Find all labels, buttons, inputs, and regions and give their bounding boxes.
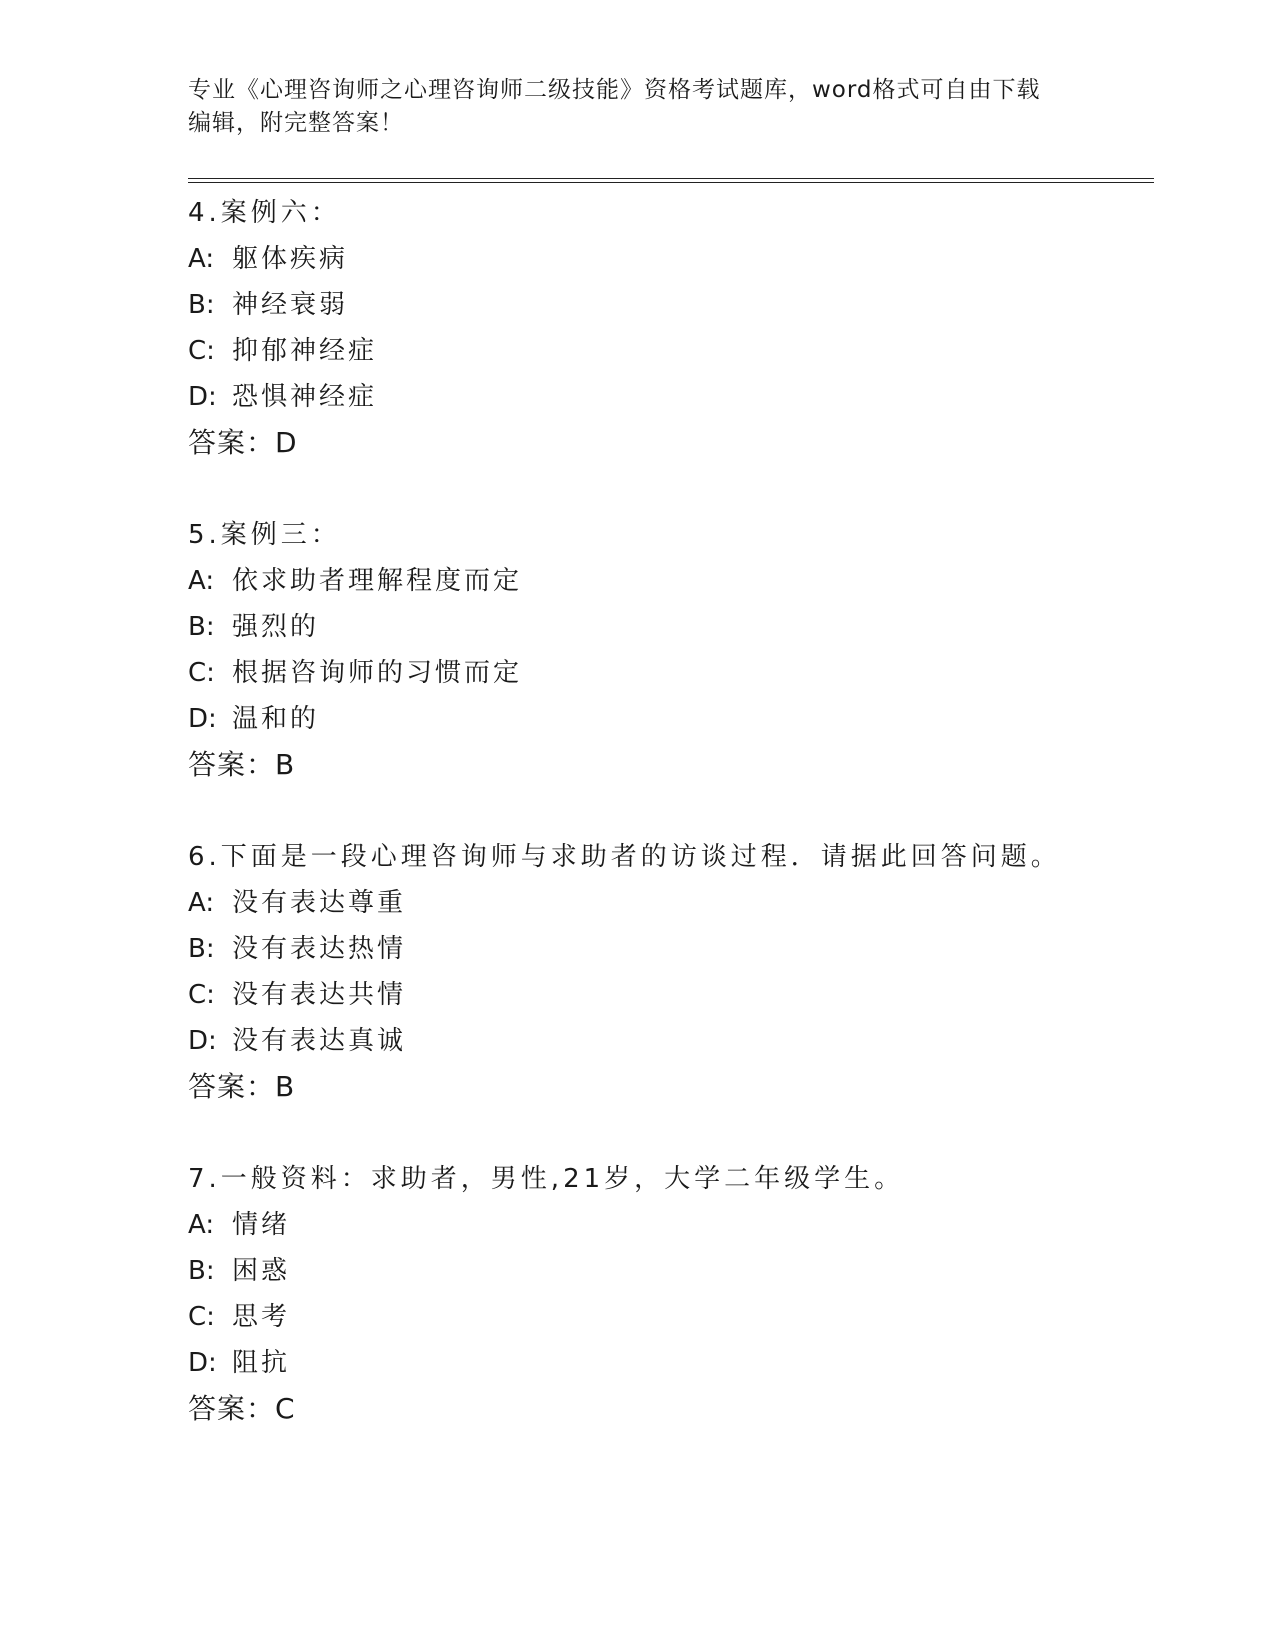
option-b — [188, 1248, 1148, 1294]
question-item — [188, 190, 1148, 466]
option-key: D: — [188, 1348, 217, 1378]
option-key: B: — [188, 1256, 215, 1286]
option-key: A: — [188, 888, 215, 918]
option-text: 躯体疾病 — [232, 244, 349, 274]
option-key: B: — [188, 612, 215, 642]
option-text: 思考 — [232, 1302, 291, 1332]
option-text: 根据咨询师的习惯而定 — [232, 658, 523, 688]
option-key: D: — [188, 1026, 217, 1056]
option-text: 神经衰弱 — [232, 290, 349, 320]
option-a — [188, 1202, 1148, 1248]
option-d — [188, 1340, 1148, 1386]
option-text: 没有表达真诚 — [232, 1026, 407, 1056]
header-line-2: 编辑，附完整答案！ — [188, 110, 404, 136]
option-key: C: — [188, 980, 215, 1010]
answer-line: 答案：B — [188, 1070, 296, 1103]
option-text: 没有表达尊重 — [232, 888, 407, 918]
option-c — [188, 328, 1148, 374]
option-text: 温和的 — [232, 704, 320, 734]
question-stem: 7.一般资料：求助者，男性,21岁，大学二年级学生。 — [188, 1164, 905, 1194]
option-a — [188, 236, 1148, 282]
option-key: C: — [188, 658, 215, 688]
question-stem: 4.案例六： — [188, 198, 341, 228]
question-item — [188, 1156, 1148, 1432]
question-stem: 6.下面是一段心理咨询师与求助者的访谈过程．请据此回答问题。 — [188, 842, 1061, 872]
option-b — [188, 282, 1148, 328]
option-c — [188, 972, 1148, 1018]
answer-line: 答案：B — [188, 748, 296, 781]
option-key: B: — [188, 934, 215, 964]
option-key: D: — [188, 382, 217, 412]
option-key: C: — [188, 336, 215, 366]
option-text: 情绪 — [232, 1210, 291, 1240]
option-text: 没有表达热情 — [232, 934, 407, 964]
question-item — [188, 512, 1148, 788]
option-c — [188, 1294, 1148, 1340]
option-c — [188, 650, 1148, 696]
option-d — [188, 696, 1148, 742]
option-text: 抑郁神经症 — [232, 336, 378, 366]
question-list — [188, 190, 1148, 1478]
option-text: 阻抗 — [232, 1348, 291, 1378]
option-text: 困惑 — [232, 1256, 291, 1286]
question-item — [188, 834, 1148, 1110]
option-text: 没有表达共情 — [232, 980, 407, 1010]
option-key: D: — [188, 704, 217, 734]
option-a — [188, 880, 1148, 926]
answer-line: 答案：D — [188, 426, 298, 459]
option-d — [188, 1018, 1148, 1064]
document-header — [188, 74, 1088, 140]
option-key: A: — [188, 566, 215, 596]
option-key: C: — [188, 1302, 215, 1332]
option-b — [188, 604, 1148, 650]
answer-line: 答案：C — [188, 1392, 296, 1425]
question-stem: 5.案例三： — [188, 520, 341, 550]
header-line-1: 专业《心理咨询师之心理咨询师二级技能》资格考试题库，word格式可自由下载 — [188, 77, 1041, 103]
option-text: 恐惧神经症 — [232, 382, 378, 412]
option-a — [188, 558, 1148, 604]
option-key: B: — [188, 290, 215, 320]
option-key: A: — [188, 1210, 215, 1240]
option-text: 强烈的 — [232, 612, 320, 642]
option-key: A: — [188, 244, 215, 274]
header-divider — [188, 178, 1154, 183]
option-b — [188, 926, 1148, 972]
option-text: 依求助者理解程度而定 — [232, 566, 523, 596]
option-d — [188, 374, 1148, 420]
